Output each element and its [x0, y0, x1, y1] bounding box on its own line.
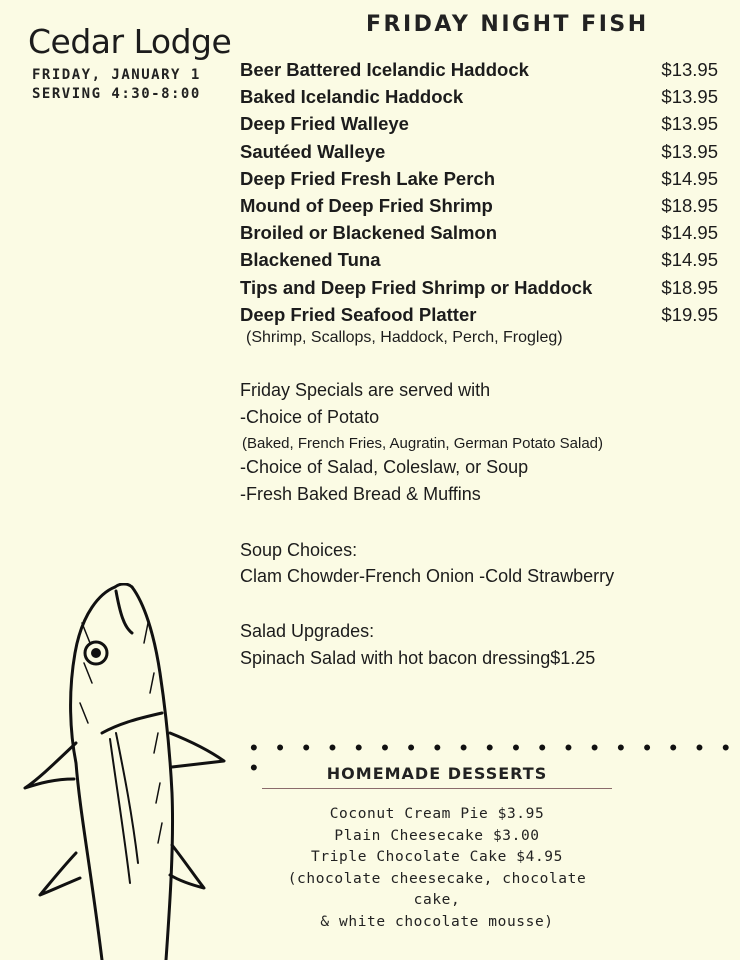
menu-item-name: Deep Fried Walleye [240, 113, 409, 135]
menu-item [240, 110, 718, 137]
menu-item-price: $18.95 [661, 276, 718, 298]
menu-item-name: Broiled or Blackened Salmon [240, 222, 498, 244]
menu-item-price: $14.95 [661, 222, 718, 244]
menu-item-name: Baked Icelandic Haddock [240, 86, 464, 108]
specials-potato: -Choice of Potato [240, 407, 380, 427]
menu-item-name: Mound of Deep Fried Shrimp [240, 194, 493, 216]
soup-list: Clam Chowder-French Onion -Cold Strawberry [240, 566, 615, 586]
dessert-line: Plain Cheesecake $3.00 [334, 827, 540, 844]
menu-item [240, 83, 718, 110]
specials-heading: Friday Specials are served with [240, 380, 491, 400]
date-line: FRIDAY, JANUARY 1 [32, 67, 201, 83]
menu-item [240, 138, 718, 165]
menu-item-name: Tips and Deep Fried Shrimp or Haddock [240, 276, 593, 298]
desserts-list [262, 804, 612, 934]
menu-title: FRIDAY NIGHT FISH [366, 12, 649, 37]
specials-bread: -Fresh Baked Bread & Muffins [240, 484, 481, 504]
salad-upgrades-heading: Salad Upgrades: [240, 621, 375, 641]
menu-item-price: $13.95 [661, 140, 718, 162]
menu-item [240, 192, 718, 219]
menu-item-name: Blackened Tuna [240, 249, 381, 271]
menu-item [240, 274, 718, 301]
dessert-line: Coconut Cream Pie $3.95 [329, 806, 545, 822]
menu-item [240, 219, 718, 246]
restaurant-name: Cedar Lodge [28, 22, 232, 61]
dotted-divider: • • • • • • • • • • • • • • • • • • • • [250, 735, 736, 780]
menu-item [240, 165, 718, 192]
menu-item-price: $18.95 [661, 194, 718, 216]
tuna-illustration [20, 583, 230, 960]
menu-item-price: $14.95 [661, 249, 718, 271]
menu-item-price: $13.95 [661, 86, 718, 108]
specials-salad: -Choice of Salad, Coleslaw, or Soup [240, 457, 529, 477]
desserts-title: HOMEMADE DESSERTS [326, 764, 548, 783]
salad-upgrade-item: Spinach Salad with hot bacon dressing$1.25 [240, 648, 596, 668]
soup-heading: Soup Choices: [240, 540, 358, 560]
menu-item [240, 56, 718, 83]
menu-item [240, 246, 718, 273]
menu-item-name: Deep Fried Seafood Platter [240, 303, 477, 325]
serving-hours: SERVING 4:30-8:00 [32, 86, 201, 102]
specials-potato-note: (Baked, French Fries, Augratin, German Potato Salad) [242, 435, 604, 452]
menu-item-price: $13.95 [661, 59, 718, 80]
menu-item [240, 301, 718, 328]
menu-item-price: $14.95 [661, 167, 718, 189]
menu-item-name: Beer Battered Icelandic Haddock [240, 59, 529, 80]
menu-item-name: Deep Fried Fresh Lake Perch [240, 167, 495, 189]
menu-item-name: Sautéed Walleye [240, 140, 386, 162]
dessert-line: (chocolate cheesecake, chocolate cake, [287, 870, 587, 909]
menu-item-price: $19.95 [661, 303, 718, 325]
fish-menu [240, 56, 718, 328]
menu-item-price: $13.95 [661, 113, 718, 135]
dessert-line: & white chocolate mousse) [320, 913, 554, 930]
desserts-underline [262, 788, 612, 789]
dessert-line: Triple Chocolate Cake $4.95 [311, 849, 563, 866]
platter-note: (Shrimp, Scallops, Haddock, Perch, Frogleg) [246, 329, 563, 346]
